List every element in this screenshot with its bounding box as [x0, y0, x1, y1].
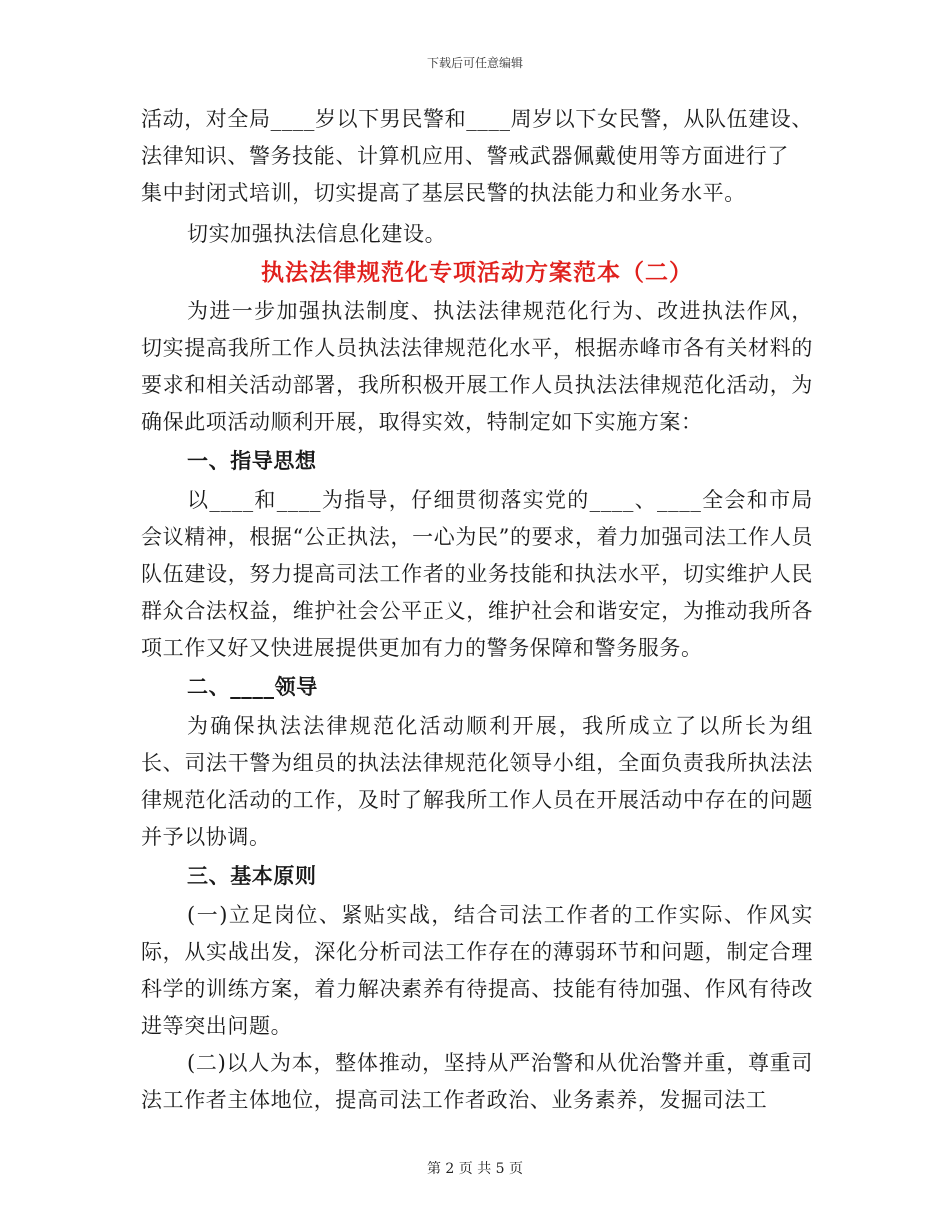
document-title: 执法法律规范化专项活动方案范本（二）: [261, 259, 693, 286]
paragraph-line: 法律知识、警务技能、计算机应用、警戒武器佩戴使用等方面进行了: [141, 144, 789, 168]
document-body: [141, 101, 813, 1119]
section-heading: 一、指导思想: [187, 449, 317, 473]
paragraph: (一)立足岗位、紧贴实战，结合司法工作者的工作实际、作风实际，从实战出发，深化分析司法工作存在的薄弱环节和问题，制定合理科学的训练方案，着力解决素养有待提高、技能有待加强、作风有待改进等突出问题。: [141, 903, 813, 1038]
paragraph: 为确保执法法律规范化活动顺利开展，我所成立了以所长为组长、司法干警为组员的执法法律规范化领导小组，全面负责我所执法法律规范化活动的工作，及时了解我所工作人员在开展活动中存在的问题并予以协调。: [141, 714, 813, 849]
paragraph: (二)以人为本，整体推动，坚持从严治警和从优治警并重，尊重司法工作者主体地位，提高司法工作者政治、业务素养，发掘司法工: [141, 1051, 813, 1112]
section-heading: 二、____领导: [187, 675, 318, 699]
paragraph-line: 活动，对全局____岁以下男民警和____周岁以下女民警，从队伍建设、: [141, 107, 813, 131]
page-header: 下载后可任意编辑: [426, 56, 523, 70]
paragraph: 为进一步加强执法制度、执法法律规范化行为、改进执法作风，切实提高我所工作人员执法法律规范化水平，根据赤峰市各有关材料的要求和相关活动部署，我所积极开展工作人员执法法律规范化活动，为确保此项活动顺利开展，取得实效，特制定如下实施方案：: [141, 299, 813, 434]
paragraph-line: 集中封闭式培训，切实提高了基层民警的执法能力和业务水平。: [141, 181, 746, 205]
paragraph: 切实加强执法信息化建设。: [187, 222, 447, 246]
paragraph: 以____和____为指导，仔细贯彻落实党的____、____全会和市局会议精神，根据“公正执法，一心为民”的要求，着力加强司法工作人员队伍建设，努力提高司法工作者的业务技能和执法水平，切实维护人民群众合法权益，维护社会公平正义，维护社会和谐安定，为推动我所各项工作又好又快进展提供更加有力的警务保障和警务服务。: [141, 488, 813, 660]
section-heading: 三、基本原则: [187, 864, 317, 888]
page-footer: 第 2 页 共 5 页: [426, 1161, 524, 1177]
